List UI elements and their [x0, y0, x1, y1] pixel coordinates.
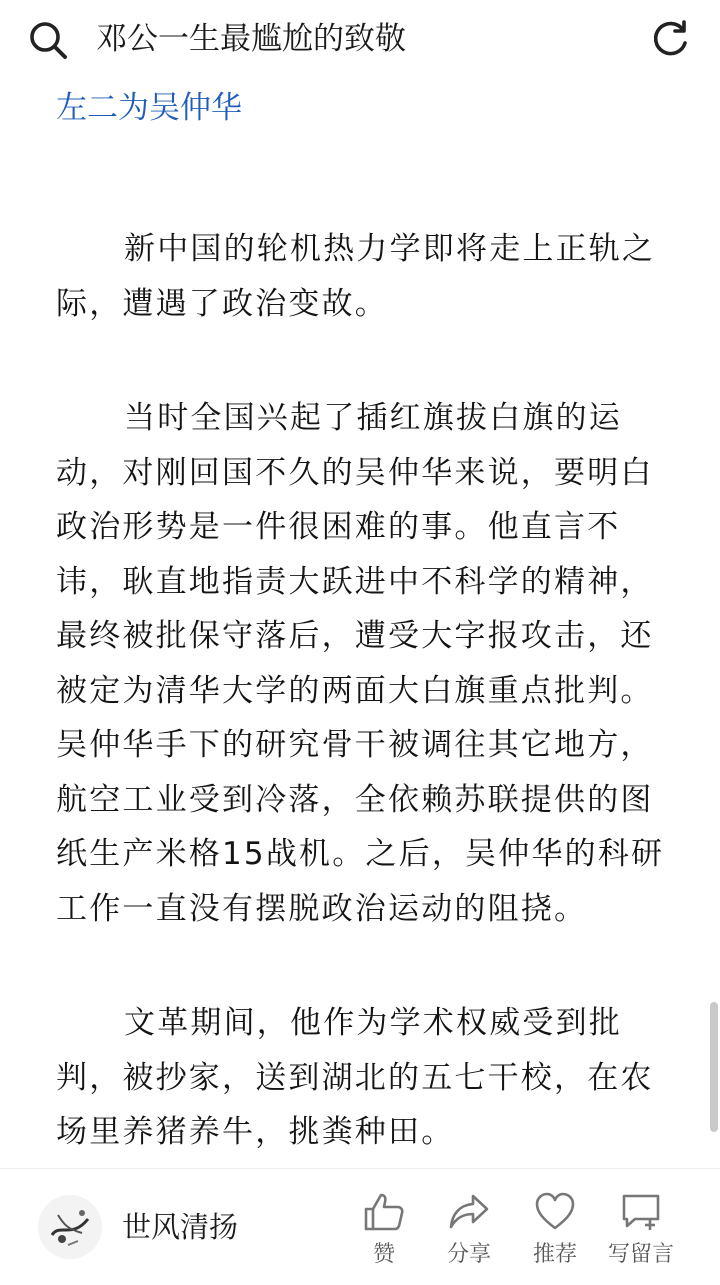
article-body — [56, 222, 676, 1160]
top-bar — [0, 0, 720, 78]
avatar-image — [38, 1195, 102, 1259]
author-name[interactable]: 世风清扬 — [122, 1210, 239, 1244]
comment-button[interactable] — [596, 1191, 686, 1281]
paragraph: 当时全国兴起了插红旗拔白旗的运动，对刚回国不久的吴仲华来说，要明白政治形势是一件很困难的事。他直言不讳，耿直地指责大跃进中不科学的精神，最终被批保守落后，遭受大字报攻击，还被定为清华大学的两面大白旗重点批判。吴仲华手下的研究骨干被调往其它地方，航空工业受到冷落，全依赖苏联提供的图纸生产米格15战机。之后，吴仲华的科研工作一直没有摆脱政治运动的阻挠。 — [56, 400, 665, 927]
refresh-icon[interactable] — [648, 17, 692, 61]
like-button[interactable] — [339, 1191, 429, 1281]
search-icon[interactable] — [26, 18, 70, 62]
share-label: 分享 — [446, 1242, 491, 1267]
thumbs-up-icon — [362, 1191, 406, 1233]
scrollbar[interactable] — [710, 1002, 718, 1132]
share-icon — [447, 1191, 491, 1233]
recommend-button[interactable] — [510, 1191, 600, 1281]
paragraph: 新中国的轮机热力学即将走上正轨之际，遭遇了政治变故。 — [56, 231, 656, 322]
share-button[interactable] — [424, 1191, 514, 1281]
avatar[interactable] — [38, 1195, 102, 1259]
page-title: 邓公一生最尴尬的致敬 — [96, 21, 406, 57]
paragraph: 文革期间，他作为学术权威受到批判，被抄家，送到湖北的五七干校，在农场里养猪养牛，挑粪种田。 — [56, 1005, 654, 1150]
image-caption[interactable]: 左二为吴仲华 — [56, 90, 242, 126]
comment-add-icon — [619, 1191, 663, 1233]
heart-icon — [533, 1191, 577, 1233]
recommend-label: 推荐 — [532, 1242, 577, 1267]
like-label: 赞 — [372, 1242, 395, 1267]
bottom-bar — [0, 1168, 720, 1285]
comment-label: 写留言 — [607, 1242, 674, 1267]
